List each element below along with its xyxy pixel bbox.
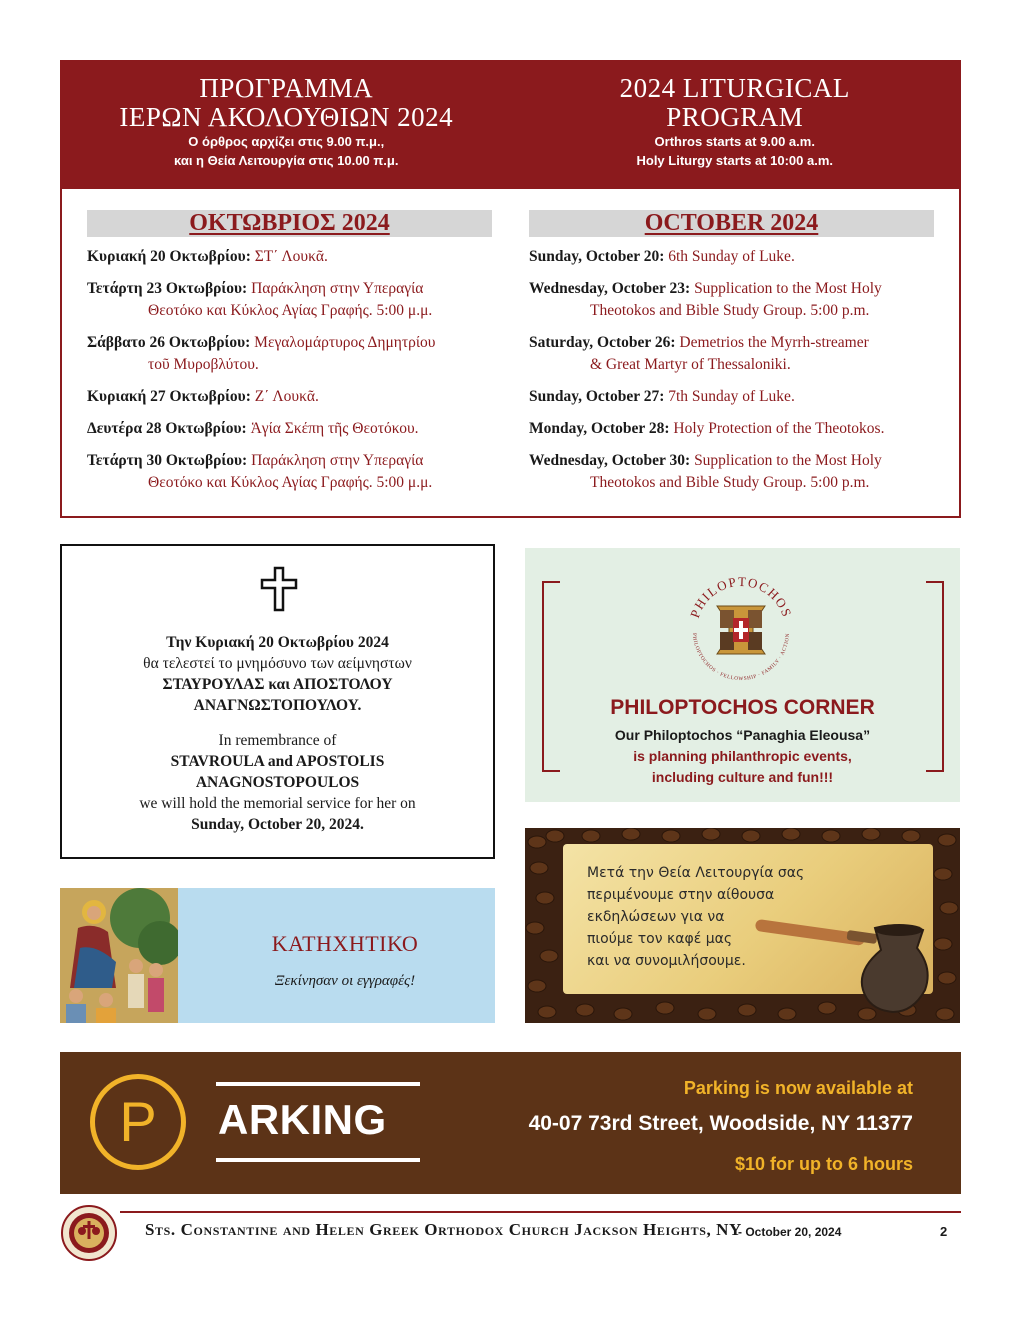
logo-text: PHILOPTOCHOS xyxy=(687,573,795,620)
footer-date: - October 20, 2024 xyxy=(738,1225,842,1239)
event-title: Ἁγία Σκέπη τῆς Θεοτόκου. xyxy=(250,420,419,437)
english-title-line2: PROGRAM xyxy=(666,102,804,132)
coffee-line1: Μετά την Θεία Λειτουργία σας xyxy=(587,865,805,881)
philoptochos-title: PHILOPTOCHOS CORNER xyxy=(610,696,875,719)
event-title-cont: Theotokos and Bible Study Group. 5:00 p.m. xyxy=(590,302,870,319)
event-date: Τετάρτη 23 Οκτωβρίου: xyxy=(87,280,248,297)
memorial-gr-line2: θα τελεστεί το μνημόσυνο των αείμνηστων xyxy=(143,655,412,672)
logo-subtext: PHILOPTOCHOS · FELLOWSHIP · FAMILY · ACTION xyxy=(690,632,792,683)
events-list-greek xyxy=(87,246,507,504)
event-title: Ζ΄ Λουκᾶ. xyxy=(254,388,319,405)
parking-p-icon xyxy=(90,1074,186,1170)
event-title: Holy Protection of the Theotokos. xyxy=(673,420,885,437)
english-title-line1: 2024 LITURGICAL xyxy=(619,73,850,103)
memorial-greek xyxy=(62,632,493,716)
footer-rule xyxy=(120,1211,961,1213)
memorial-gr-line3: ΣΤΑΥΡΟΥΛΑΣ και ΑΠΟΣΤΟΛΟΥ xyxy=(162,676,393,693)
event-title: Supplication to the Most Holy xyxy=(694,280,882,297)
month-heading-english xyxy=(529,210,934,237)
cross-icon xyxy=(260,566,298,612)
philoptochos-logo xyxy=(677,566,805,694)
parking-banner xyxy=(60,1052,961,1194)
memorial-gr-line1: Την Κυριακή 20 Οκτωβρίου 2024 xyxy=(166,634,389,651)
parking-address: 40-07 73rd Street, Woodside, NY 11377 xyxy=(528,1112,913,1135)
coffee-line3: εκδηλώσεων για να xyxy=(587,909,725,925)
event-item xyxy=(87,386,507,408)
parking-line1: Parking is now available at xyxy=(683,1078,913,1098)
memorial-en-line4: we will hold the memorial service for her on xyxy=(139,795,416,812)
event-title-cont: & Great Martyr of Thessaloniki. xyxy=(590,356,791,373)
coffee-line2: περιμένουμε στην αίθουσα xyxy=(587,887,775,903)
event-date: Monday, October 28: xyxy=(529,420,670,437)
catechism-banner xyxy=(60,888,495,1023)
event-title: 7th Sunday of Luke. xyxy=(668,388,795,405)
event-title: Μεγαλομάρτυρος Δημητρίου xyxy=(254,334,436,351)
event-date: Saturday, October 26: xyxy=(529,334,676,351)
event-title: 6th Sunday of Luke. xyxy=(668,248,795,265)
event-title-cont: Θεοτόκο και Κύκλος Αγίας Γραφής. 5:00 μ.μ. xyxy=(148,474,433,491)
event-item xyxy=(87,246,507,268)
philoptochos-line1: Our Philoptochos “Panaghia Eleousa” xyxy=(614,727,871,743)
english-sub-line2: Holy Liturgy starts at 10:00 a.m. xyxy=(636,153,833,168)
philoptochos-line3: including culture and fun!!! xyxy=(651,769,834,785)
parking-rule-top xyxy=(216,1082,420,1086)
event-item xyxy=(529,386,949,408)
greek-sub-line1: Ο όρθρος αρχίζει στις 9.00 π.μ., xyxy=(188,134,385,149)
event-title-cont: Θεοτόκο και Κύκλος Αγίας Γραφής. 5:00 μ.μ. xyxy=(148,302,433,319)
event-item xyxy=(529,450,949,494)
event-date: Κυριακή 27 Οκτωβρίου: xyxy=(87,388,251,405)
event-title: Supplication to the Most Holy xyxy=(694,452,882,469)
event-item xyxy=(87,332,507,376)
event-item xyxy=(529,246,949,268)
coffee-line4: πιούμε τον καφέ μας xyxy=(587,931,733,947)
greek-title-line1: ΠΡΟΓΡΑΜΜΑ xyxy=(199,73,374,103)
footer-church-name: Sts. Constantine and Helen Greek Orthodox Church Jackson Heights, NY xyxy=(145,1220,742,1239)
memorial-gr-line4: ΑΝΑΓΝΩΣΤΟΠΟΥΛΟΥ. xyxy=(193,697,362,714)
event-title-cont: Theotokos and Bible Study Group. 5:00 p.m. xyxy=(590,474,870,491)
philoptochos-line2: is planning philanthropic events, xyxy=(633,748,852,764)
event-date: Σάββατο 26 Οκτωβρίου: xyxy=(87,334,251,351)
catechism-title: ΚΑΤΗΧΗΤΙΚΟ xyxy=(271,931,419,956)
greek-title-line2: ΙΕΡΩΝ ΑΚΟΛΟΥΘΙΩΝ 2024 xyxy=(119,102,454,132)
event-date: Sunday, October 27: xyxy=(529,388,665,405)
event-item xyxy=(529,418,949,440)
events-list-english xyxy=(529,246,949,504)
memorial-en-line5: Sunday, October 20, 2024. xyxy=(191,816,364,833)
parking-price: $10 for up to 6 hours xyxy=(734,1154,913,1174)
memorial-en-line2: STAVROULA and APOSTOLIS xyxy=(170,753,385,770)
event-item xyxy=(87,278,507,322)
philoptochos-corner xyxy=(525,548,960,802)
greek-sub-line2: και η Θεία Λειτουργία στις 10.00 π.μ. xyxy=(174,153,399,168)
month-label-english: OCTOBER 2024 xyxy=(644,210,819,236)
coffee-line5: και να συνομιλήσουμε. xyxy=(587,953,746,969)
memorial-en-line3: ANAGNOSTOPOULOS xyxy=(195,774,360,791)
event-title: Παράκληση στην Υπεραγία xyxy=(251,280,424,297)
event-date: Κυριακή 20 Οκτωβρίου: xyxy=(87,248,251,265)
month-label-greek: ΟΚΤΩΒΡΙΟΣ 2024 xyxy=(189,210,390,236)
memorial-en-line1: In remembrance of xyxy=(218,732,337,749)
coffee-pot-icon xyxy=(747,908,937,1018)
english-sub-line1: Orthros starts at 9.00 a.m. xyxy=(654,134,815,149)
event-date: Δευτέρα 28 Οκτωβρίου: xyxy=(87,420,247,437)
month-heading-greek xyxy=(87,210,492,237)
event-title: Demetrios the Myrrh-streamer xyxy=(679,334,869,351)
event-date: Wednesday, October 30: xyxy=(529,452,691,469)
liturgical-program xyxy=(60,60,961,518)
event-date: Τετάρτη 30 Οκτωβρίου: xyxy=(87,452,248,469)
event-title: Παράκληση στην Υπεραγία xyxy=(251,452,424,469)
event-item xyxy=(87,450,507,494)
event-title: ΣΤ΄ Λουκᾶ. xyxy=(254,248,328,265)
memorial-notice xyxy=(60,544,495,859)
event-title-cont: τοῦ Μυροβλύτου. xyxy=(148,356,259,373)
coffee-hour-banner xyxy=(525,828,960,1023)
event-item xyxy=(529,278,949,322)
parking-letter: P xyxy=(119,1090,157,1153)
event-item xyxy=(529,332,949,376)
event-date: Sunday, October 20: xyxy=(529,248,665,265)
catechism-subtitle: Ξεκίνησαν οι εγγραφές! xyxy=(274,973,416,989)
christ-children-icon xyxy=(60,888,178,1023)
parking-rule-bottom xyxy=(216,1158,420,1162)
church-seal-icon xyxy=(60,1204,118,1262)
event-date: Wednesday, October 23: xyxy=(529,280,691,297)
event-item xyxy=(87,418,507,440)
program-header-english xyxy=(511,62,960,189)
parking-word: ARKING xyxy=(218,1096,387,1143)
memorial-english xyxy=(62,730,493,835)
page-number: 2 xyxy=(940,1224,948,1239)
program-header-greek xyxy=(62,62,511,189)
program-header xyxy=(62,62,959,189)
